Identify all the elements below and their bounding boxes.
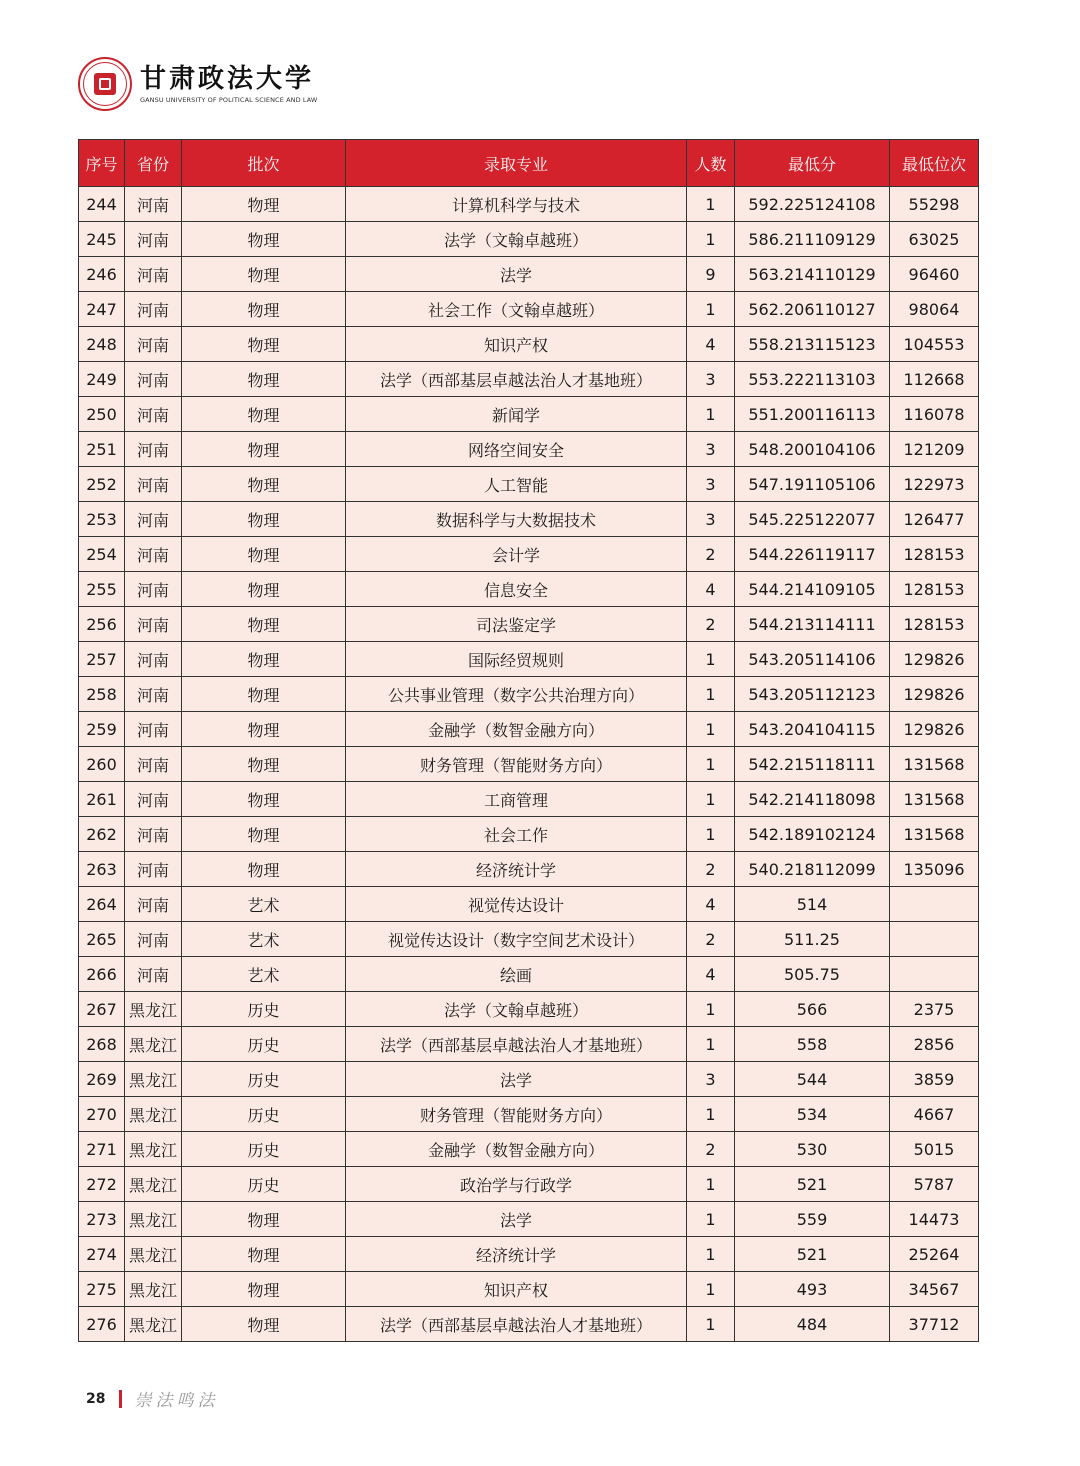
cell-count: 1 xyxy=(687,397,735,432)
cell-min-score: 559 xyxy=(735,1202,890,1237)
cell-index: 271 xyxy=(79,1132,125,1167)
cell-count: 1 xyxy=(687,1027,735,1062)
cell-index: 255 xyxy=(79,572,125,607)
cell-batch: 艺术 xyxy=(182,922,346,957)
cell-province: 河南 xyxy=(125,502,182,537)
cell-index: 263 xyxy=(79,852,125,887)
cell-batch: 历史 xyxy=(182,1062,346,1097)
cell-min-rank: 135096 xyxy=(890,852,979,887)
cell-min-score: 542.215118111 xyxy=(735,747,890,782)
cell-major: 视觉传达设计 xyxy=(346,887,687,922)
cell-min-rank: 116078 xyxy=(890,397,979,432)
cell-min-score: 562.206110127 xyxy=(735,292,890,327)
cell-min-score: 542.214118098 xyxy=(735,782,890,817)
cell-min-score: 514 xyxy=(735,887,890,922)
cell-index: 254 xyxy=(79,537,125,572)
table-row xyxy=(79,1027,979,1062)
cell-major: 法学（文翰卓越班） xyxy=(346,992,687,1027)
cell-min-rank: 14473 xyxy=(890,1202,979,1237)
university-brand xyxy=(140,64,317,104)
cell-min-rank: 131568 xyxy=(890,817,979,852)
cell-min-rank xyxy=(890,887,979,922)
cell-province: 河南 xyxy=(125,642,182,677)
cell-min-score: 558 xyxy=(735,1027,890,1062)
table-row xyxy=(79,1097,979,1132)
table-row xyxy=(79,642,979,677)
table-row xyxy=(79,782,979,817)
cell-index: 264 xyxy=(79,887,125,922)
cell-min-rank: 2375 xyxy=(890,992,979,1027)
cell-min-score: 521 xyxy=(735,1237,890,1272)
cell-province: 河南 xyxy=(125,292,182,327)
table-row xyxy=(79,467,979,502)
cell-index: 244 xyxy=(79,187,125,222)
cell-province: 河南 xyxy=(125,397,182,432)
cell-province: 黑龙江 xyxy=(125,1097,182,1132)
cell-min-rank: 129826 xyxy=(890,642,979,677)
cell-min-rank: 5787 xyxy=(890,1167,979,1202)
cell-count: 1 xyxy=(687,677,735,712)
cell-count: 1 xyxy=(687,782,735,817)
cell-index: 265 xyxy=(79,922,125,957)
cell-batch: 历史 xyxy=(182,992,346,1027)
cell-batch: 物理 xyxy=(182,642,346,677)
table-row xyxy=(79,327,979,362)
cell-batch: 物理 xyxy=(182,222,346,257)
cell-min-score: 542.189102124 xyxy=(735,817,890,852)
table-row xyxy=(79,572,979,607)
cell-min-rank: 37712 xyxy=(890,1307,979,1342)
cell-major: 经济统计学 xyxy=(346,852,687,887)
cell-min-score: 586.211109129 xyxy=(735,222,890,257)
cell-min-score: 543.204104115 xyxy=(735,712,890,747)
cell-index: 256 xyxy=(79,607,125,642)
column-header: 省份 xyxy=(125,140,182,187)
cell-min-rank: 34567 xyxy=(890,1272,979,1307)
cell-min-score: 534 xyxy=(735,1097,890,1132)
cell-min-score: 505.75 xyxy=(735,957,890,992)
cell-major: 网络空间安全 xyxy=(346,432,687,467)
cell-index: 251 xyxy=(79,432,125,467)
table-row xyxy=(79,922,979,957)
cell-index: 270 xyxy=(79,1097,125,1132)
cell-province: 河南 xyxy=(125,747,182,782)
cell-min-rank: 98064 xyxy=(890,292,979,327)
cell-min-score: 544.213114111 xyxy=(735,607,890,642)
table-row xyxy=(79,887,979,922)
cell-count: 2 xyxy=(687,1132,735,1167)
cell-batch: 物理 xyxy=(182,817,346,852)
cell-batch: 物理 xyxy=(182,537,346,572)
cell-batch: 历史 xyxy=(182,1097,346,1132)
footer-motto: 崇法鸣法 xyxy=(134,1391,219,1411)
cell-count: 1 xyxy=(687,1307,735,1342)
cell-major: 法学（文翰卓越班） xyxy=(346,222,687,257)
cell-province: 河南 xyxy=(125,537,182,572)
cell-batch: 物理 xyxy=(182,747,346,782)
table-row xyxy=(79,1307,979,1342)
cell-province: 河南 xyxy=(125,467,182,502)
cell-count: 2 xyxy=(687,537,735,572)
table-row xyxy=(79,397,979,432)
cell-min-rank xyxy=(890,957,979,992)
table-row xyxy=(79,187,979,222)
cell-min-rank xyxy=(890,922,979,957)
cell-min-score: 493 xyxy=(735,1272,890,1307)
cell-min-score: 551.200116113 xyxy=(735,397,890,432)
cell-batch: 物理 xyxy=(182,1202,346,1237)
cell-min-score: 543.205112123 xyxy=(735,677,890,712)
cell-count: 9 xyxy=(687,257,735,292)
table-row xyxy=(79,1272,979,1307)
cell-index: 268 xyxy=(79,1027,125,1062)
cell-count: 2 xyxy=(687,607,735,642)
cell-count: 1 xyxy=(687,1237,735,1272)
cell-major: 工商管理 xyxy=(346,782,687,817)
cell-count: 4 xyxy=(687,957,735,992)
cell-min-score: 544 xyxy=(735,1062,890,1097)
cell-batch: 艺术 xyxy=(182,957,346,992)
cell-batch: 物理 xyxy=(182,1237,346,1272)
cell-province: 河南 xyxy=(125,187,182,222)
cell-province: 河南 xyxy=(125,362,182,397)
column-header: 最低分 xyxy=(735,140,890,187)
cell-batch: 物理 xyxy=(182,1307,346,1342)
cell-major: 知识产权 xyxy=(346,327,687,362)
cell-province: 黑龙江 xyxy=(125,1167,182,1202)
cell-index: 246 xyxy=(79,257,125,292)
cell-major: 新闻学 xyxy=(346,397,687,432)
university-name-en: GANSU UNIVERSITY OF POLITICAL SCIENCE AND LAW xyxy=(140,96,318,104)
cell-min-rank: 2856 xyxy=(890,1027,979,1062)
cell-province: 河南 xyxy=(125,817,182,852)
page-header xyxy=(78,56,317,112)
table-row xyxy=(79,1237,979,1272)
table-row xyxy=(79,432,979,467)
cell-min-rank: 121209 xyxy=(890,432,979,467)
cell-min-rank: 129826 xyxy=(890,677,979,712)
table-row xyxy=(79,502,979,537)
cell-min-rank: 126477 xyxy=(890,502,979,537)
cell-min-rank: 122973 xyxy=(890,467,979,502)
cell-count: 1 xyxy=(687,747,735,782)
cell-batch: 历史 xyxy=(182,1167,346,1202)
cell-count: 1 xyxy=(687,817,735,852)
cell-min-rank: 128153 xyxy=(890,572,979,607)
column-header: 序号 xyxy=(79,140,125,187)
cell-major: 人工智能 xyxy=(346,467,687,502)
cell-province: 河南 xyxy=(125,922,182,957)
cell-province: 河南 xyxy=(125,852,182,887)
cell-province: 黑龙江 xyxy=(125,1272,182,1307)
cell-batch: 物理 xyxy=(182,397,346,432)
cell-batch: 物理 xyxy=(182,292,346,327)
cell-major: 法学（西部基层卓越法治人才基地班） xyxy=(346,1027,687,1062)
column-header: 录取专业 xyxy=(346,140,687,187)
university-seal-logo xyxy=(78,57,132,111)
table-row xyxy=(79,1167,979,1202)
cell-batch: 物理 xyxy=(182,257,346,292)
cell-count: 1 xyxy=(687,642,735,677)
cell-min-rank: 129826 xyxy=(890,712,979,747)
cell-index: 248 xyxy=(79,327,125,362)
cell-min-rank: 55298 xyxy=(890,187,979,222)
cell-index: 253 xyxy=(79,502,125,537)
cell-index: 269 xyxy=(79,1062,125,1097)
column-header: 人数 xyxy=(687,140,735,187)
cell-min-score: 521 xyxy=(735,1167,890,1202)
cell-major: 国际经贸规则 xyxy=(346,642,687,677)
cell-index: 247 xyxy=(79,292,125,327)
cell-province: 河南 xyxy=(125,712,182,747)
cell-count: 1 xyxy=(687,1272,735,1307)
cell-batch: 物理 xyxy=(182,607,346,642)
cell-count: 1 xyxy=(687,712,735,747)
cell-index: 276 xyxy=(79,1307,125,1342)
cell-min-score: 563.214110129 xyxy=(735,257,890,292)
cell-min-score: 547.191105106 xyxy=(735,467,890,502)
cell-min-rank: 5015 xyxy=(890,1132,979,1167)
cell-index: 274 xyxy=(79,1237,125,1272)
table-row xyxy=(79,537,979,572)
cell-province: 河南 xyxy=(125,677,182,712)
cell-index: 250 xyxy=(79,397,125,432)
cell-min-score: 553.222113103 xyxy=(735,362,890,397)
cell-min-score: 592.225124108 xyxy=(735,187,890,222)
cell-min-score: 544.214109105 xyxy=(735,572,890,607)
cell-batch: 历史 xyxy=(182,1132,346,1167)
cell-major: 法学 xyxy=(346,1062,687,1097)
cell-count: 1 xyxy=(687,222,735,257)
cell-major: 绘画 xyxy=(346,957,687,992)
cell-count: 1 xyxy=(687,1097,735,1132)
cell-major: 信息安全 xyxy=(346,572,687,607)
cell-index: 273 xyxy=(79,1202,125,1237)
cell-province: 河南 xyxy=(125,572,182,607)
cell-province: 河南 xyxy=(125,782,182,817)
cell-major: 经济统计学 xyxy=(346,1237,687,1272)
cell-major: 金融学（数智金融方向） xyxy=(346,712,687,747)
cell-major: 社会工作（文翰卓越班） xyxy=(346,292,687,327)
cell-count: 3 xyxy=(687,467,735,502)
cell-batch: 物理 xyxy=(182,782,346,817)
cell-batch: 艺术 xyxy=(182,887,346,922)
cell-min-rank: 131568 xyxy=(890,747,979,782)
table-row xyxy=(79,1132,979,1167)
cell-batch: 物理 xyxy=(182,852,346,887)
cell-major: 金融学（数智金融方向） xyxy=(346,1132,687,1167)
table-row xyxy=(79,362,979,397)
cell-province: 河南 xyxy=(125,957,182,992)
cell-batch: 物理 xyxy=(182,677,346,712)
cell-min-rank: 128153 xyxy=(890,537,979,572)
cell-province: 黑龙江 xyxy=(125,1237,182,1272)
cell-batch: 物理 xyxy=(182,467,346,502)
cell-index: 267 xyxy=(79,992,125,1027)
cell-min-rank: 3859 xyxy=(890,1062,979,1097)
table-header-row xyxy=(79,140,979,187)
cell-index: 260 xyxy=(79,747,125,782)
cell-count: 1 xyxy=(687,1202,735,1237)
cell-count: 2 xyxy=(687,852,735,887)
cell-min-score: 545.225122077 xyxy=(735,502,890,537)
cell-index: 252 xyxy=(79,467,125,502)
table-row xyxy=(79,677,979,712)
cell-batch: 物理 xyxy=(182,712,346,747)
footer-divider xyxy=(119,1390,122,1408)
cell-index: 245 xyxy=(79,222,125,257)
cell-major: 财务管理（智能财务方向） xyxy=(346,747,687,782)
cell-min-score: 543.205114106 xyxy=(735,642,890,677)
table-row xyxy=(79,1202,979,1237)
cell-province: 黑龙江 xyxy=(125,1132,182,1167)
table-row xyxy=(79,257,979,292)
cell-batch: 历史 xyxy=(182,1027,346,1062)
table-row xyxy=(79,1062,979,1097)
cell-province: 黑龙江 xyxy=(125,1202,182,1237)
cell-min-score: 484 xyxy=(735,1307,890,1342)
cell-min-rank: 112668 xyxy=(890,362,979,397)
cell-min-score: 566 xyxy=(735,992,890,1027)
cell-count: 4 xyxy=(687,327,735,362)
table-row xyxy=(79,607,979,642)
cell-province: 黑龙江 xyxy=(125,1062,182,1097)
cell-min-score: 530 xyxy=(735,1132,890,1167)
cell-min-score: 544.226119117 xyxy=(735,537,890,572)
page-footer xyxy=(86,1386,218,1411)
cell-index: 275 xyxy=(79,1272,125,1307)
cell-min-rank: 104553 xyxy=(890,327,979,362)
table-row xyxy=(79,852,979,887)
cell-index: 272 xyxy=(79,1167,125,1202)
cell-count: 3 xyxy=(687,1062,735,1097)
cell-batch: 物理 xyxy=(182,1272,346,1307)
table-row xyxy=(79,992,979,1027)
cell-province: 河南 xyxy=(125,887,182,922)
cell-province: 河南 xyxy=(125,257,182,292)
cell-province: 黑龙江 xyxy=(125,992,182,1027)
cell-count: 1 xyxy=(687,1167,735,1202)
cell-batch: 物理 xyxy=(182,187,346,222)
cell-count: 4 xyxy=(687,887,735,922)
cell-min-score: 548.200104106 xyxy=(735,432,890,467)
admission-score-table xyxy=(78,139,979,1342)
column-header: 批次 xyxy=(182,140,346,187)
cell-count: 3 xyxy=(687,502,735,537)
cell-batch: 物理 xyxy=(182,572,346,607)
cell-batch: 物理 xyxy=(182,432,346,467)
cell-major: 知识产权 xyxy=(346,1272,687,1307)
cell-min-score: 558.213115123 xyxy=(735,327,890,362)
cell-min-rank: 131568 xyxy=(890,782,979,817)
cell-min-score: 540.218112099 xyxy=(735,852,890,887)
cell-province: 河南 xyxy=(125,607,182,642)
cell-major: 法学（西部基层卓越法治人才基地班） xyxy=(346,1307,687,1342)
cell-min-rank: 128153 xyxy=(890,607,979,642)
cell-min-rank: 4667 xyxy=(890,1097,979,1132)
cell-major: 公共事业管理（数字公共治理方向） xyxy=(346,677,687,712)
cell-index: 249 xyxy=(79,362,125,397)
cell-major: 法学 xyxy=(346,257,687,292)
cell-major: 数据科学与大数据技术 xyxy=(346,502,687,537)
table-row xyxy=(79,817,979,852)
cell-major: 法学 xyxy=(346,1202,687,1237)
cell-count: 1 xyxy=(687,992,735,1027)
cell-province: 河南 xyxy=(125,222,182,257)
cell-major: 财务管理（智能财务方向） xyxy=(346,1097,687,1132)
cell-index: 257 xyxy=(79,642,125,677)
cell-major: 社会工作 xyxy=(346,817,687,852)
table-row xyxy=(79,222,979,257)
cell-count: 3 xyxy=(687,432,735,467)
seal-emblem-icon xyxy=(94,73,116,95)
cell-index: 266 xyxy=(79,957,125,992)
table-row xyxy=(79,747,979,782)
cell-batch: 物理 xyxy=(182,362,346,397)
cell-count: 1 xyxy=(687,292,735,327)
table-row xyxy=(79,957,979,992)
cell-min-rank: 63025 xyxy=(890,222,979,257)
cell-province: 河南 xyxy=(125,432,182,467)
table-body xyxy=(79,187,979,1342)
cell-province: 黑龙江 xyxy=(125,1027,182,1062)
cell-province: 黑龙江 xyxy=(125,1307,182,1342)
cell-min-rank: 96460 xyxy=(890,257,979,292)
cell-major: 法学（西部基层卓越法治人才基地班） xyxy=(346,362,687,397)
cell-count: 4 xyxy=(687,572,735,607)
cell-province: 河南 xyxy=(125,327,182,362)
page-number: 28 xyxy=(86,1390,106,1407)
cell-batch: 物理 xyxy=(182,327,346,362)
cell-major: 政治学与行政学 xyxy=(346,1167,687,1202)
table-row xyxy=(79,712,979,747)
cell-index: 258 xyxy=(79,677,125,712)
cell-count: 3 xyxy=(687,362,735,397)
cell-major: 计算机科学与技术 xyxy=(346,187,687,222)
cell-min-rank: 25264 xyxy=(890,1237,979,1272)
cell-count: 2 xyxy=(687,922,735,957)
university-name-cn: 甘肃政法大学 xyxy=(140,64,315,94)
cell-major: 司法鉴定学 xyxy=(346,607,687,642)
table-row xyxy=(79,292,979,327)
cell-index: 262 xyxy=(79,817,125,852)
cell-min-score: 511.25 xyxy=(735,922,890,957)
cell-major: 会计学 xyxy=(346,537,687,572)
cell-batch: 物理 xyxy=(182,502,346,537)
cell-index: 259 xyxy=(79,712,125,747)
cell-index: 261 xyxy=(79,782,125,817)
cell-major: 视觉传达设计（数字空间艺术设计） xyxy=(346,922,687,957)
cell-count: 1 xyxy=(687,187,735,222)
column-header: 最低位次 xyxy=(890,140,979,187)
